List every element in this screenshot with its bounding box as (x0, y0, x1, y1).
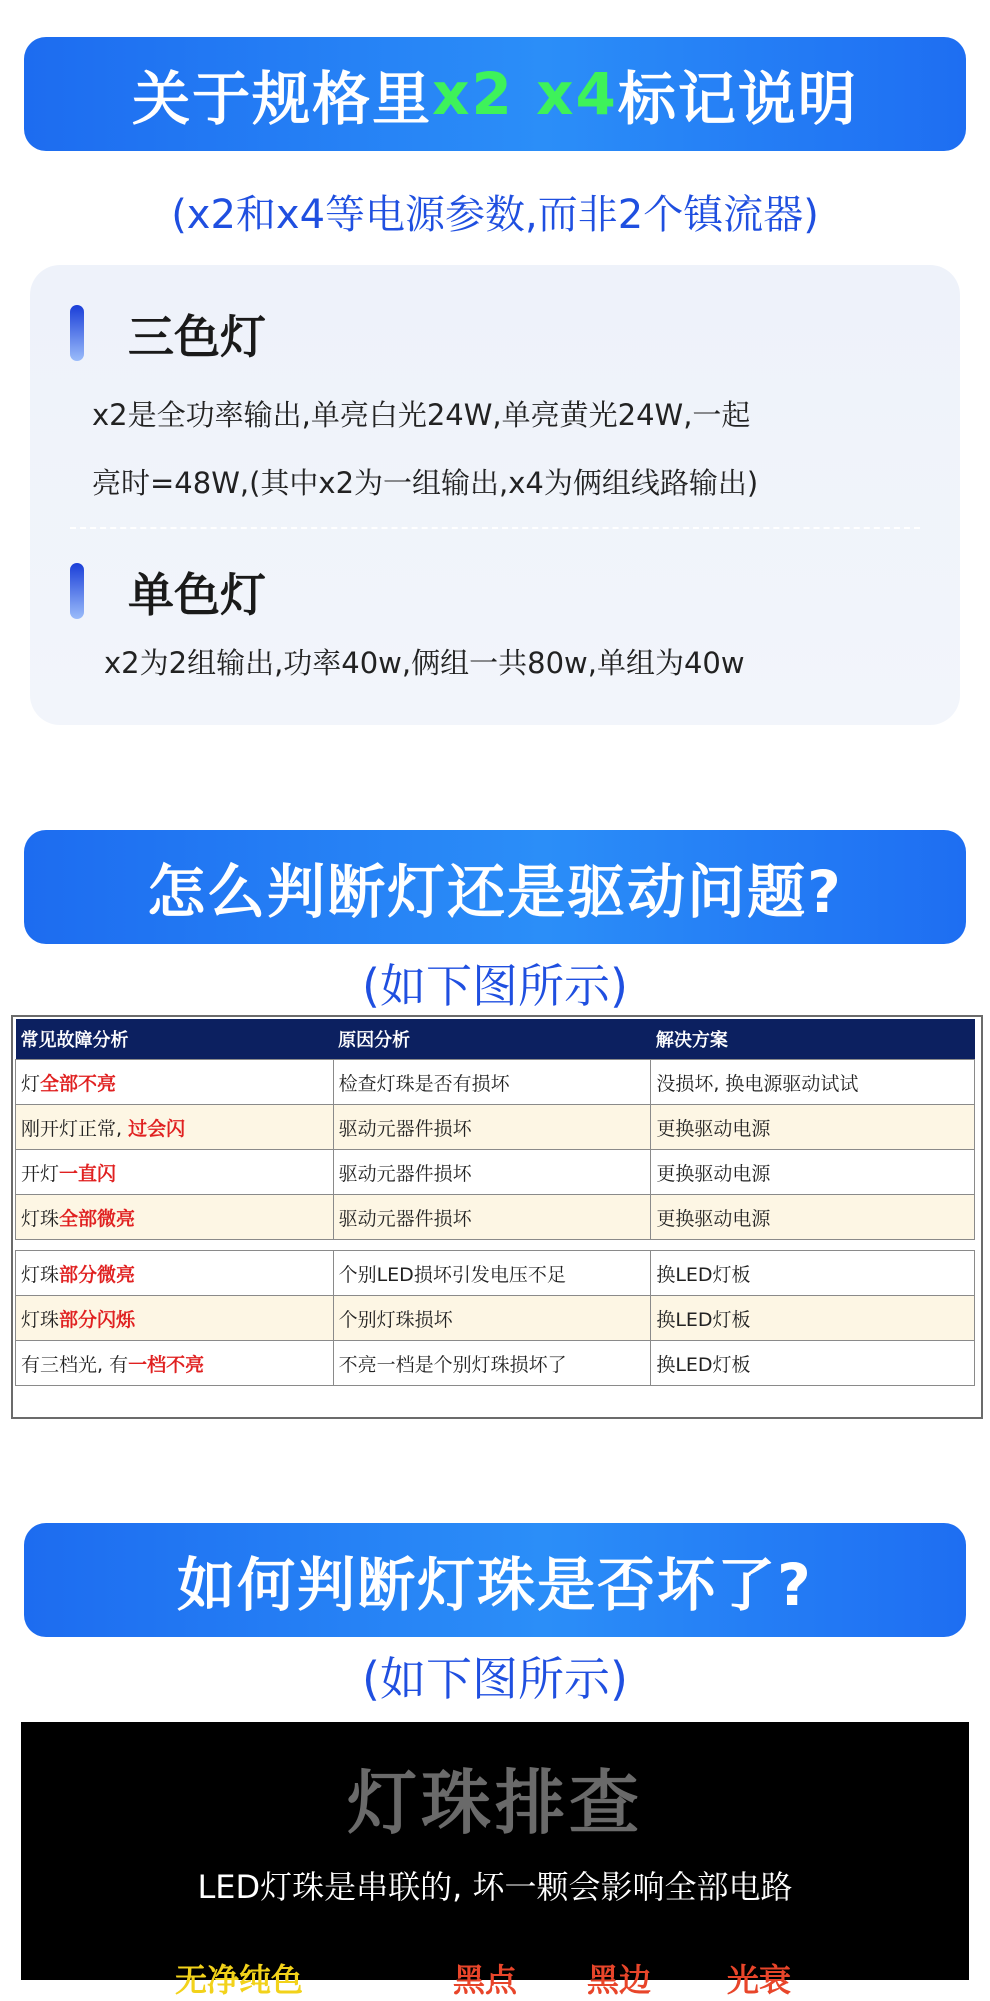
fault-text: 有三档光, 有 (21, 1353, 129, 1376)
label-black-edge: 黑边 (587, 1961, 652, 1999)
spec-banner-text-post: 标记说明 (617, 65, 858, 133)
table-row (16, 1251, 975, 1296)
fault-highlight: 一档不亮 (128, 1353, 205, 1376)
fault-highlight: 一直闪 (59, 1162, 117, 1185)
header-fault: 常见故障分析 (16, 1019, 334, 1060)
solution-cell: 更换驱动电源 (651, 1150, 975, 1195)
table-row (16, 1060, 975, 1105)
reason-cell: 驱动元器件损坏 (333, 1105, 651, 1150)
bead-check-banner: 如何判断灯珠是否坏了? (24, 1523, 966, 1637)
single-color-accent-bar (70, 563, 84, 619)
reason-cell: 检查灯珠是否有损坏 (333, 1060, 651, 1105)
fault-highlight: 全部不亮 (40, 1072, 117, 1095)
fault-text: 灯珠 (21, 1263, 60, 1286)
fault-cell (16, 1150, 334, 1195)
three-color-accent-bar (70, 305, 84, 361)
fault-highlight: 部分闪烁 (59, 1308, 136, 1331)
card-divider (70, 527, 920, 529)
fault-highlight: 全部微亮 (59, 1207, 136, 1230)
fault-text: 灯 (21, 1072, 41, 1095)
fault-text: 灯珠 (21, 1207, 60, 1230)
solution-cell: 换LED灯板 (651, 1296, 975, 1341)
single-color-title: 单色灯 (128, 568, 266, 622)
diagnosis-banner: 怎么判断灯还是驱动问题? (24, 830, 966, 944)
single-color-line-1: x2为2组输出,功率40w,俩组一共80w,单组为40w (104, 646, 745, 680)
fault-cell (16, 1296, 334, 1341)
fault-cell (16, 1341, 334, 1386)
fault-highlight: 过会闪 (128, 1117, 186, 1140)
fault-text: 灯珠 (21, 1308, 60, 1331)
label-light-decay: 光衰 (727, 1961, 792, 1999)
spec-banner-text-pre: 关于规格里 (132, 65, 433, 133)
table-row (16, 1341, 975, 1386)
reason-cell: 不亮一档是个别灯珠损坏了 (333, 1341, 651, 1386)
table-row (16, 1150, 975, 1195)
diagnosis-subtitle: (如下图所示) (362, 959, 628, 1013)
label-pure-color: 无净纯色 (175, 1961, 304, 1999)
table-row (16, 1105, 975, 1150)
fault-highlight: 部分微亮 (59, 1263, 136, 1286)
spec-banner (24, 37, 966, 151)
table-header-row (16, 1019, 975, 1060)
fault-text: 开灯 (21, 1162, 60, 1185)
fault-cell (16, 1195, 334, 1240)
reason-cell: 驱动元器件损坏 (333, 1150, 651, 1195)
solution-cell: 更换驱动电源 (651, 1195, 975, 1240)
table-spacer (16, 1240, 975, 1251)
header-solution: 解决方案 (651, 1019, 975, 1060)
spec-subtitle: (x2和x4等电源参数,而非2个镇流器) (171, 192, 819, 238)
solution-cell: 没损坏, 换电源驱动试试 (651, 1060, 975, 1105)
reason-cell: 个别灯珠损坏 (333, 1296, 651, 1341)
fault-table (11, 1015, 983, 1419)
fault-cell (16, 1251, 334, 1296)
spec-banner-highlight: x2 x4 (432, 60, 618, 128)
fault-cell (16, 1060, 334, 1105)
label-black-dot: 黑点 (453, 1961, 518, 1999)
solution-cell: 换LED灯板 (651, 1341, 975, 1386)
fault-cell (16, 1105, 334, 1150)
reason-cell: 驱动元器件损坏 (333, 1195, 651, 1240)
spec-card (30, 265, 960, 725)
three-color-title: 三色灯 (128, 310, 266, 364)
solution-cell: 更换驱动电源 (651, 1105, 975, 1150)
reason-cell: 个别LED损坏引发电压不足 (333, 1251, 651, 1296)
table-row (16, 1195, 975, 1240)
three-color-line-1: x2是全功率输出,单亮白光24W,单亮黄光24W,一起 (92, 398, 751, 432)
table-row (16, 1296, 975, 1341)
header-reason: 原因分析 (333, 1019, 651, 1060)
solution-cell: 换LED灯板 (651, 1251, 975, 1296)
bead-check-panel (21, 1722, 969, 1999)
bead-check-title: 灯珠排查 (347, 1762, 643, 1844)
bead-check-subtitle: (如下图所示) (362, 1652, 628, 1706)
three-color-line-2: 亮时=48W,(其中x2为一组输出,x4为俩组线路输出) (92, 466, 759, 500)
fault-text: 刚开灯正常, (21, 1117, 129, 1140)
bead-check-subtitle-text: LED灯珠是串联的, 坏一颗会影响全部电路 (197, 1868, 793, 1906)
